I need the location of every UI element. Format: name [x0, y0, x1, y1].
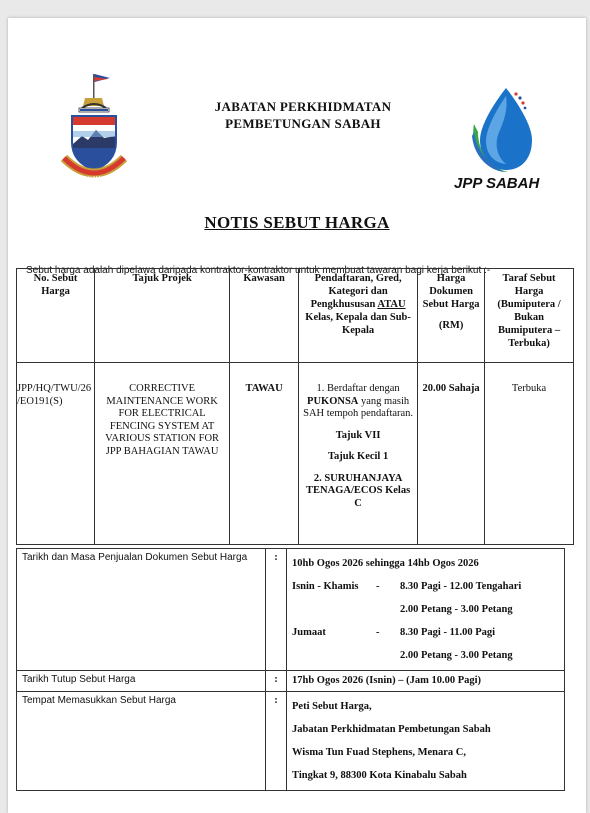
table-header-row — [17, 269, 574, 363]
sale-label: Tarikh dan Masa Penjualan Dokumen Sebut Harga — [17, 549, 266, 671]
table-row — [17, 363, 574, 545]
tender-table — [16, 268, 574, 545]
place-label: Tempat Memasukkan Sebut Harga — [17, 692, 266, 791]
cell-no: JPP/HQ/TWU/26 /EO191(S) — [17, 363, 95, 545]
registration-2: 2. SURUHANJAYA TENAGA/ECOS Kelas C — [306, 472, 411, 509]
department-line-1: JABATAN PERKHIDMATAN — [214, 99, 392, 114]
place-value — [287, 692, 565, 791]
jpp-sabah-logo-icon — [466, 86, 546, 174]
fri-time-2: 2.00 Petang - 3.00 Petang — [400, 650, 513, 661]
sale-row — [17, 549, 565, 671]
place-line-1: Peti Sebut Harga, — [292, 701, 372, 712]
tajuk-vii: Tajuk VII — [335, 429, 381, 441]
place-line-4: Tingkat 9, 88300 Kota Kinabalu Sabah — [292, 770, 467, 781]
place-line-2: Jabatan Perkhidmatan Pembetungan Sabah — [292, 724, 491, 735]
cell-harga: 20.00 Sahaja — [418, 363, 485, 545]
cell-tajuk: CORRECTIVE MAINTENANCE WORK FOR ELECTRICAL FENCING SYSTEM AT VARIOUS STATION FOR JPP BAHAGIAN TAWAU — [95, 363, 230, 545]
cell-taraf: Terbuka — [485, 363, 574, 545]
tajuk-kecil: Tajuk Kecil 1 — [327, 451, 389, 462]
sale-dates: 10hb Ogos 2026 sehingga 14hb Ogos 2026 — [292, 558, 479, 569]
mon-thu-label: Isnin - Khamis — [292, 581, 359, 592]
colon: : — [266, 549, 287, 671]
department-line-2: PEMBETUNGAN SABAH — [225, 116, 381, 131]
place-row — [17, 692, 565, 791]
sabah-crest-icon — [52, 70, 136, 200]
header-kawasan: Kawasan — [230, 269, 299, 363]
header-pendaftaran: Pendaftaran, Gred, Kategori dan Pengkhususan ATAU Kelas, Kepala dan Sub-Kepala — [299, 269, 418, 363]
registration-1: 1. Berdaftar dengan PUKONSA yang masih SAH tempoh pendaftaran. — [303, 383, 414, 419]
header-no: No. Sebut Harga — [17, 269, 95, 363]
notice-title: NOTIS SEBUT HARGA — [204, 213, 390, 232]
department-name — [198, 98, 408, 132]
mon-thu-time-2: 2.00 Petang - 3.00 Petang — [400, 604, 513, 615]
crest-motto: SABAH MAJU JAYA — [73, 176, 123, 182]
close-value: 17hb Ogos 2026 (Isnin) – (Jam 10.00 Pagi) — [287, 671, 565, 692]
close-label: Tarikh Tutup Sebut Harga — [17, 671, 266, 692]
schedule-table — [16, 548, 565, 791]
intro-text: Sebut harga adalah dipelawa daripada kontraktor-kontraktor untuk membuat tawaran bagi kerja berikut :- — [26, 265, 491, 276]
fri-label: Jumaat — [292, 627, 326, 638]
fri-time-1: 8.30 Pagi - 11.00 Pagi — [400, 627, 496, 638]
cell-kawasan: TAWAU — [230, 363, 299, 545]
header-taraf: Taraf Sebut Harga (Bumiputera / Bukan Bumiputera – Terbuka) — [485, 269, 574, 363]
close-row — [17, 671, 565, 692]
colon: : — [266, 692, 287, 791]
header-harga: Harga Dokumen Sebut Harga (RM) — [418, 269, 485, 363]
jpp-logo-text: JPP SABAH — [454, 175, 540, 192]
mon-thu-time-1: 8.30 Pagi - 12.00 Tengahari — [400, 581, 522, 592]
cell-pendaftaran — [299, 363, 418, 545]
colon: : — [266, 671, 287, 692]
header-tajuk: Tajuk Projek — [95, 269, 230, 363]
sale-value: 10hb Ogos 2026 sehingga 14hb Ogos 2026 Isnin - Khamis - 8.30 Pagi - 12.00 Tengahari 2.00 Petang - 3.00 Petang Jumaat - 8.30 Pagi - 11.00 Pagi 2.00 Petang - 3.00 Petang — [287, 549, 565, 671]
place-line-3: Wisma Tun Fuad Stephens, Menara C, — [292, 747, 466, 758]
